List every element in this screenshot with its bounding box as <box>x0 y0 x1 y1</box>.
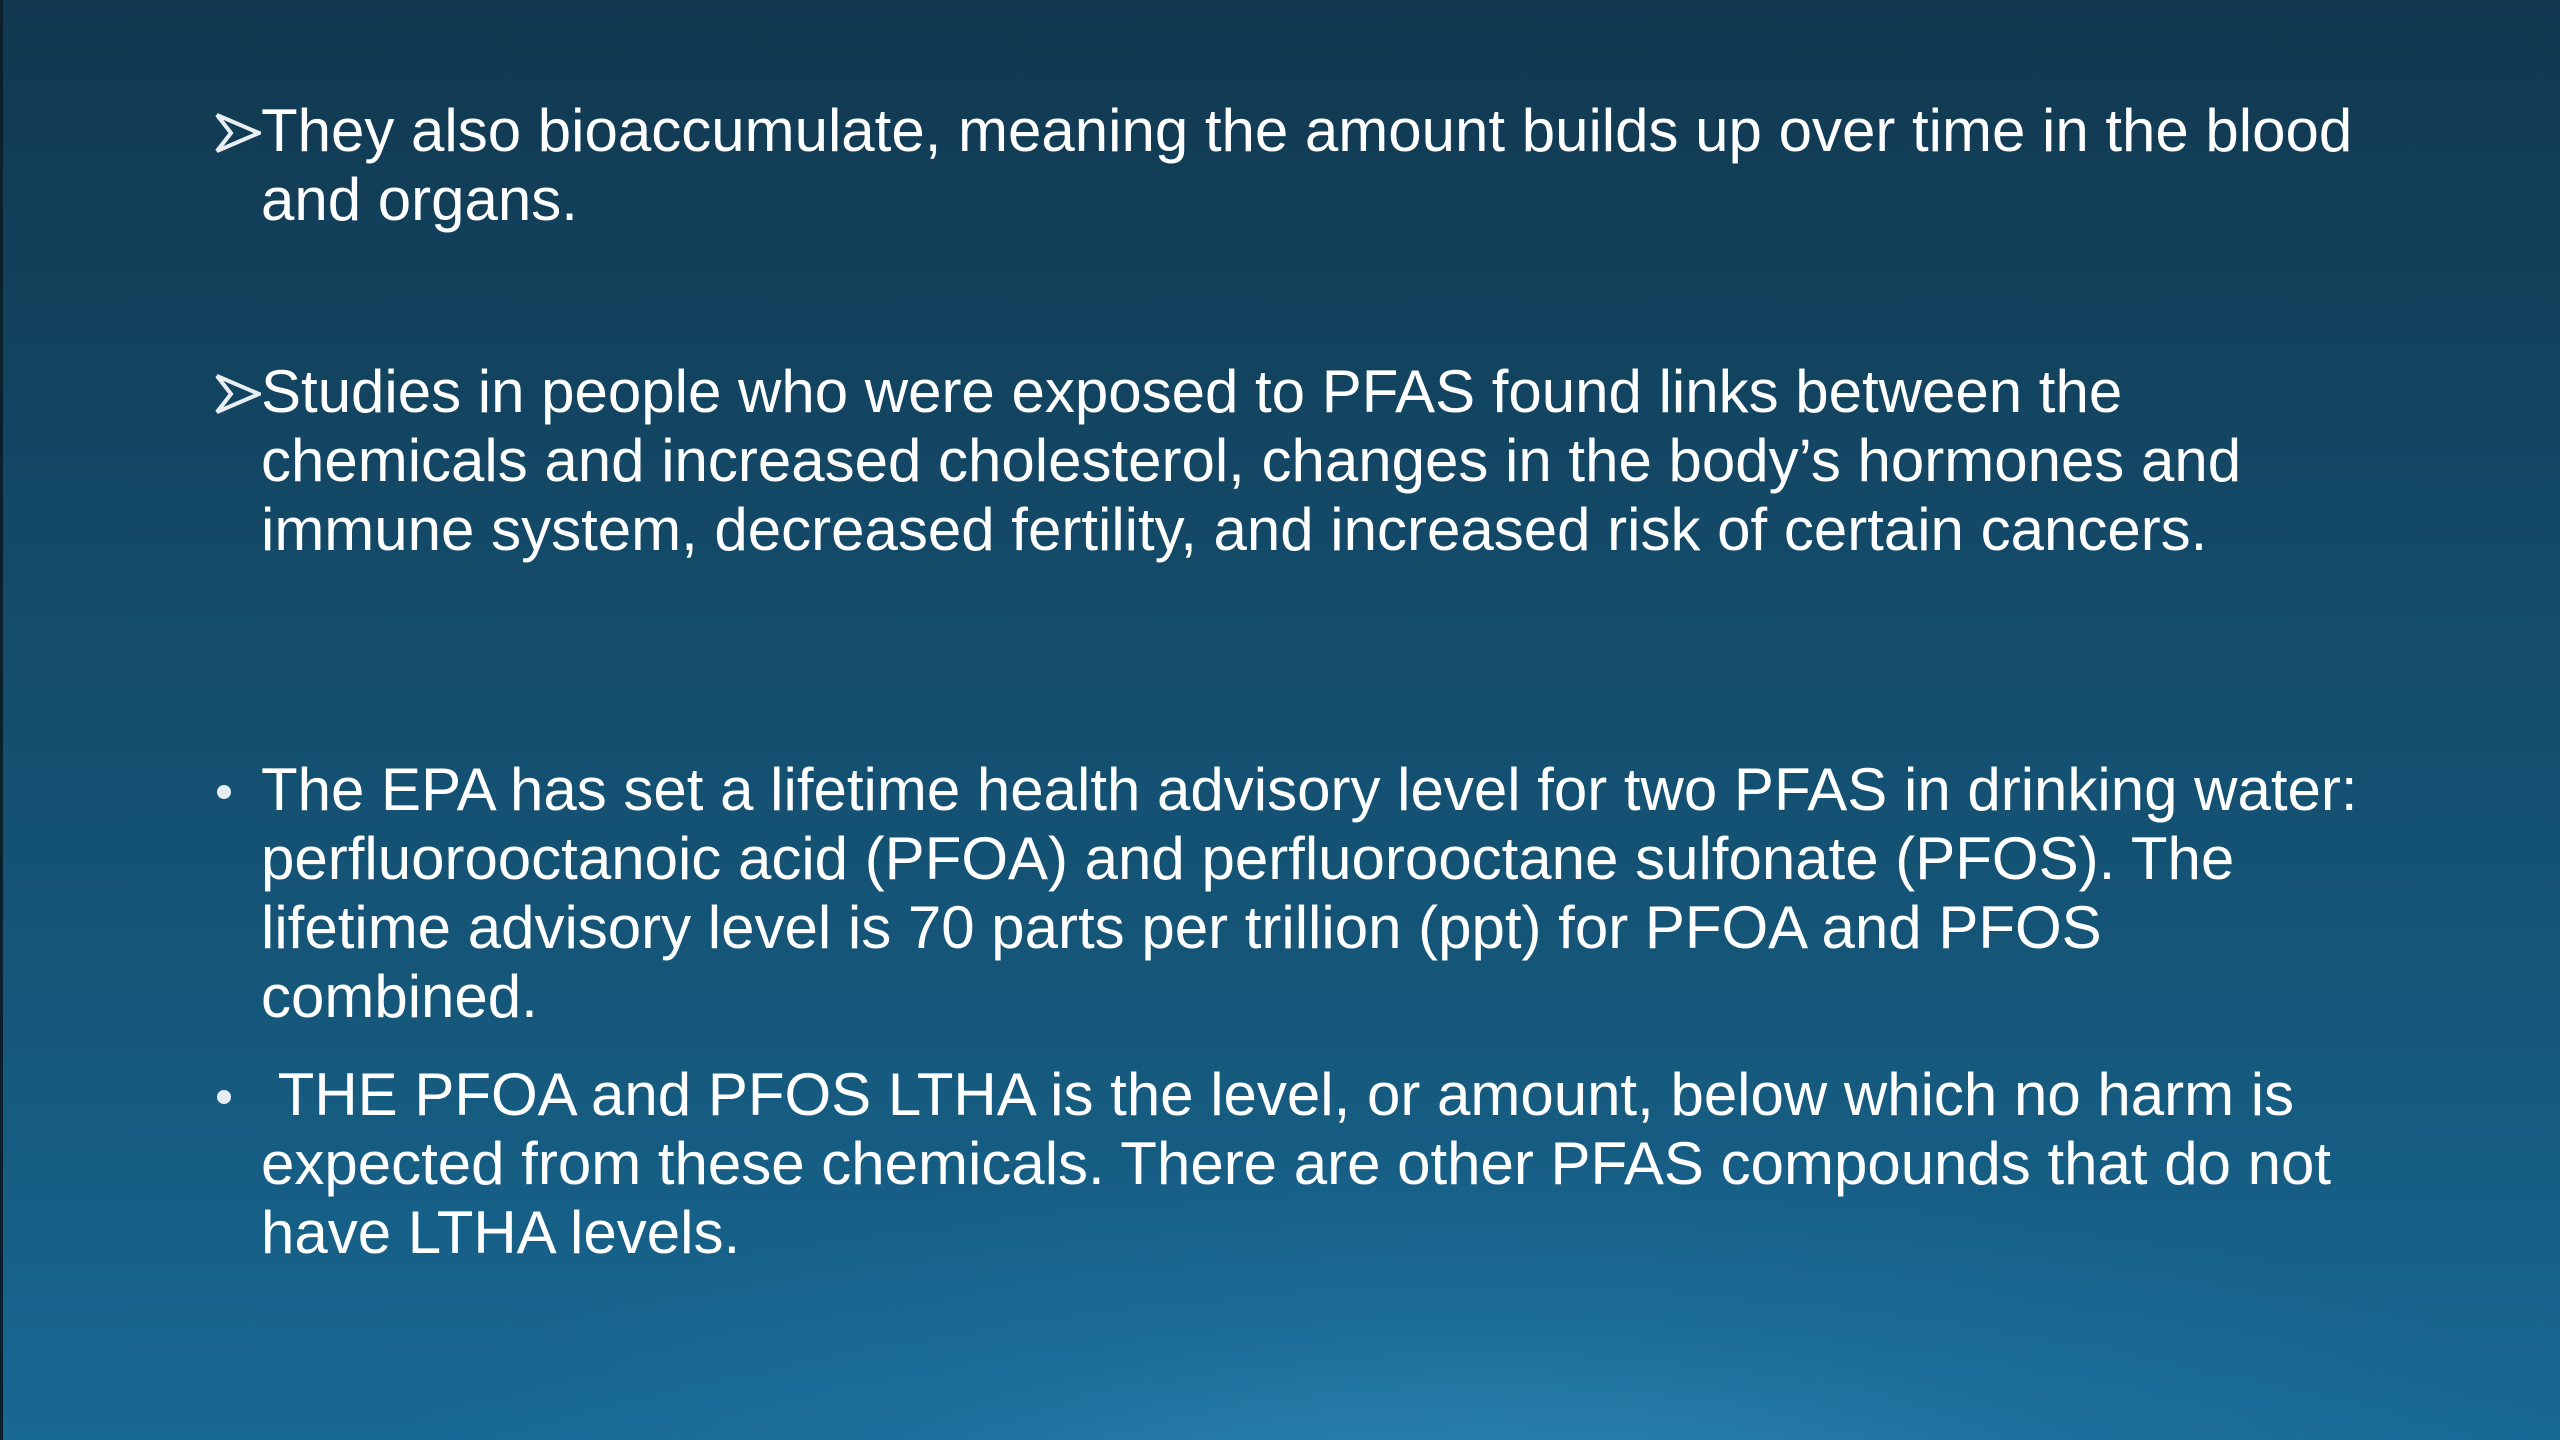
bullet-list <box>3 0 2560 1440</box>
dot-bullet-icon <box>213 1060 263 1129</box>
bullet-text: The EPA has set a lifetime health advisory level for two PFAS in drinking water: perfluorooctanoic acid (PFOA) and perfluorooctane sulfonate (PFOS). The lifetime advisory level is 70 parts per trillion (ppt) for PFOA and PFOS combined. <box>261 756 2358 1030</box>
bullet-text: THE PFOA and PFOS LTHA is the level, or amount, below which no harm is expected from these chemicals. There are other PFAS compounds that do not have LTHA levels. <box>261 1061 2348 1266</box>
bullet-item-bioaccumulate <box>213 96 2363 234</box>
bullet-item-epa-advisory <box>213 755 2363 1031</box>
arrowhead-bullet-icon <box>213 357 263 426</box>
bullet-text: They also bioaccumulate, meaning the amount builds up over time in the blood and organs. <box>261 97 2353 233</box>
arrowhead-bullet-icon <box>213 96 263 165</box>
bullet-item-studies <box>213 357 2363 564</box>
dot-bullet-icon <box>213 755 263 824</box>
bullet-item-ltha <box>213 1060 2363 1267</box>
bullet-text: Studies in people who were exposed to PFAS found links between the chemicals and increased cholesterol, changes in the body’s hormones and immune system, decreased fertility, and increased risk of certain cancers. <box>261 358 2242 563</box>
